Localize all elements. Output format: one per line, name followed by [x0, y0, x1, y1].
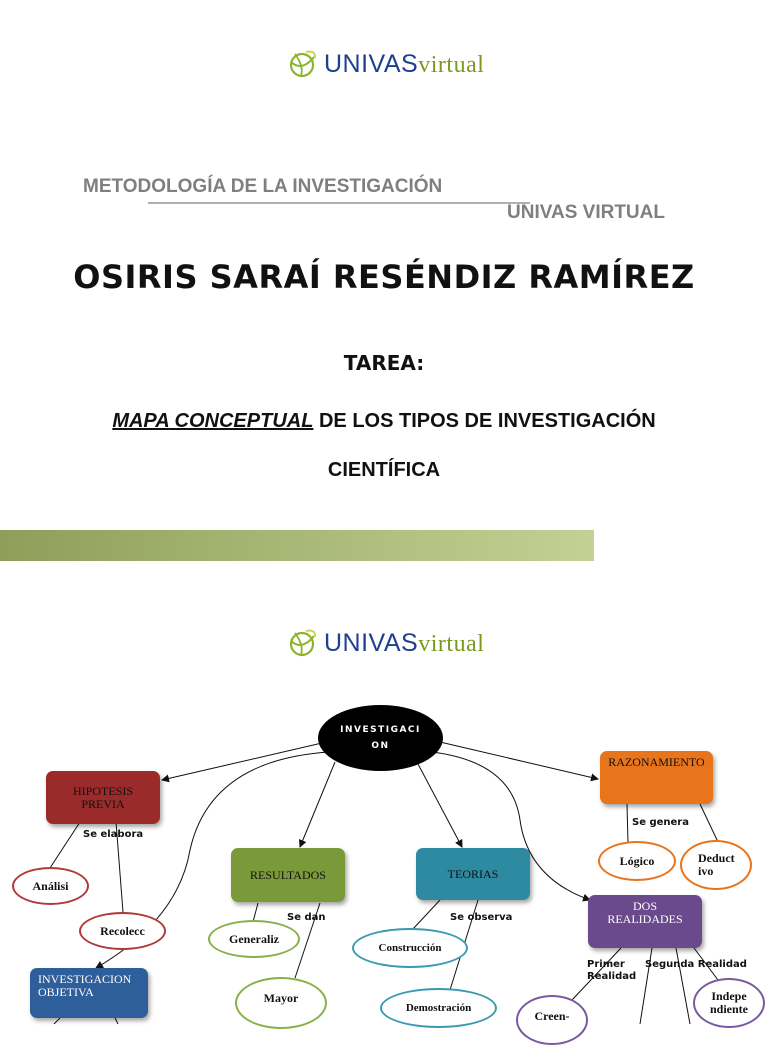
link-label-se-genera: Se genera	[632, 817, 689, 828]
leaf-independiente: Indepe ndiente	[693, 978, 765, 1028]
link-label-segunda-realidad: Segunda Realidad	[645, 959, 747, 970]
subject-title: METODOLOGÍA DE LA INVESTIGACIÓN	[83, 176, 443, 197]
node-hipotesis-previa: HIPOTESIS PREVIA	[46, 771, 160, 824]
logo-text: UNIVASvirtual	[324, 49, 485, 78]
assignment-title: MAPA CONCEPTUAL DE LOS TIPOS DE INVESTIGACIÓN	[112, 410, 656, 432]
leaf-deductivo: Deduct ivo	[680, 840, 752, 890]
node-investigacion-objetiva: INVESTIGACION OBJETIVA	[30, 968, 148, 1018]
logo-text: UNIVASvirtual	[324, 628, 485, 657]
node-dos-realidades: DOS REALIDADES	[588, 895, 702, 948]
node-razonamiento: RAZONAMIENTO	[600, 751, 713, 804]
task-label: TAREA:	[343, 351, 425, 375]
institution-name: UNIVAS VIRTUAL	[507, 202, 665, 223]
link-label-se-dan: Se dan	[287, 912, 326, 923]
link-label-se-elabora: Se elabora	[83, 829, 144, 840]
leaf-creencia: Creen-	[516, 995, 588, 1045]
leaf-recolecc: Recolecc	[79, 912, 166, 950]
link-label-se-observa: Se observa	[450, 912, 513, 923]
node-teorias: TEORIAS	[416, 848, 530, 900]
leaf-demostracion: Demostración	[380, 988, 497, 1028]
leaf-generaliz: Generaliz	[208, 920, 300, 958]
node-resultados: RESULTADOS	[231, 848, 345, 902]
leaf-analisis: Análisi	[12, 867, 89, 905]
link-label-primer-realidad: Primer Realidad	[587, 959, 637, 982]
assignment-title-line2: CIENTÍFICA	[327, 459, 441, 481]
root-node-investigacion: INVESTIGACI ON	[318, 705, 443, 771]
student-name: OSIRIS SARAÍ RESÉNDIZ RAMÍREZ	[73, 258, 695, 296]
leaf-construccion: Construcción	[352, 928, 468, 968]
leaf-mayor: Mayor	[235, 977, 327, 1029]
leaf-logico: Lógico	[598, 841, 676, 881]
